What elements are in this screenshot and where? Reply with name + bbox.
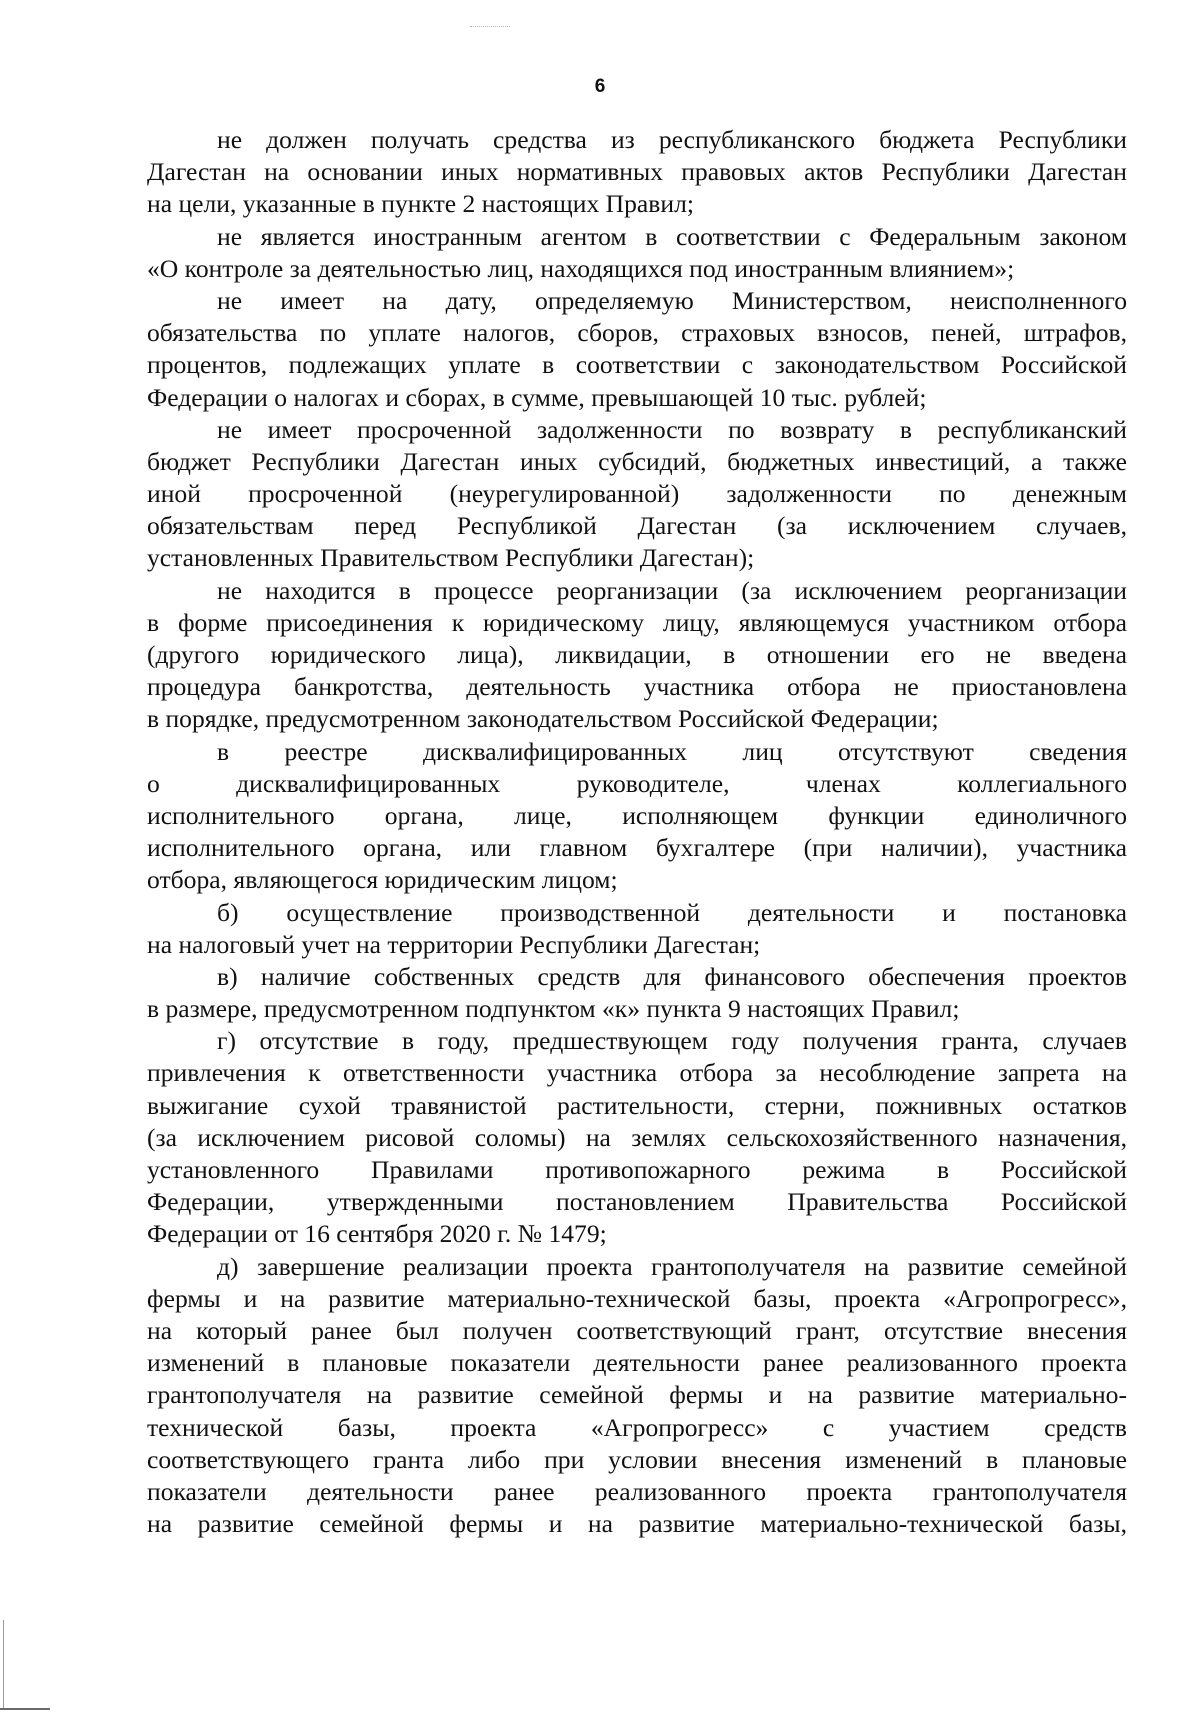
text-line: на налоговый учет на территории Республики Дагестан; bbox=[147, 929, 761, 959]
text-line: технической базы, проекта «Агропрогресс» с участием средств bbox=[147, 1412, 1127, 1442]
text-line: в размере, предусмотренном подпунктом «к» пункта 9 настоящих Правил; bbox=[147, 994, 960, 1024]
page-number: 6 bbox=[594, 76, 606, 97]
text-line: иной просроченной (неурегулированной) задолженности по денежным bbox=[147, 479, 1127, 509]
text-line: в форме присоединения к юридическому лицу, являющемуся участником отбора bbox=[147, 607, 1127, 637]
text-line: установленных Правительством Республики Дагестан); bbox=[147, 543, 755, 573]
text-line: процедура банкротства, деятельность участника отбора не приостановлена bbox=[147, 672, 1127, 702]
text-line: привлечения к ответственности участника отбора за несоблюдение запрета на bbox=[147, 1058, 1127, 1088]
text-line: отбора, являющегося юридическим лицом; bbox=[147, 865, 618, 895]
text-line: бюджет Республики Дагестан иных субсидий, бюджетных инвестиций, а также bbox=[147, 446, 1127, 476]
scan-artifact bbox=[470, 26, 510, 29]
text-line: фермы и на развитие материально-технической базы, проекта «Агропрогресс», bbox=[147, 1283, 1127, 1313]
text-line: на развитие семейной фермы и на развитие материально-технической базы, bbox=[147, 1509, 1127, 1539]
text-line: показатели деятельности ранее реализованного проекта грантополучателя bbox=[147, 1476, 1127, 1506]
text-line: на цели, указанные в пункте 2 настоящих Правил; bbox=[147, 189, 694, 219]
text-line: (за исключением рисовой соломы) на землях сельскохозяйственного назначения, bbox=[147, 1122, 1127, 1152]
text-line: установленного Правилами противопожарного режима в Российской bbox=[147, 1155, 1127, 1184]
text-line: в) наличие собственных средств для финансового обеспечения проектов bbox=[217, 961, 1127, 991]
text-line: в порядке, предусмотренном законодательством Российской Федерации; bbox=[147, 704, 939, 734]
scan-edge-mark bbox=[0, 1708, 50, 1710]
text-line: соответствующего гранта либо при условии внесения изменений в плановые bbox=[147, 1444, 1127, 1474]
text-line: Федерации, утвержденными постановлением Правительства Российской bbox=[147, 1187, 1127, 1217]
text-line: изменений в плановые показатели деятельности ранее реализованного проекта bbox=[147, 1348, 1127, 1378]
text-line: не имеет просроченной задолженности по возврату в республиканский bbox=[217, 414, 1127, 444]
text-line: д) завершение реализации проекта грантополучателя на развитие семейной bbox=[217, 1251, 1127, 1281]
text-line: г) отсутствие в году, предшествующем году получения гранта, случаев bbox=[217, 1026, 1127, 1056]
scan-edge-mark bbox=[3, 1620, 4, 1710]
text-line: обязательства по уплате налогов, сборов, страховых взносов, пеней, штрафов, bbox=[147, 318, 1127, 348]
text-line: не имеет на дату, определяемую Министерством, неисполненного bbox=[217, 285, 1127, 315]
text-line: выжигание сухой травянистой растительности, стерни, пожнивных остатков bbox=[147, 1090, 1127, 1120]
text-line: Дагестан на основании иных нормативных правовых актов Республики Дагестан bbox=[147, 157, 1127, 187]
text-line: не является иностранным агентом в соответствии с Федеральным законом bbox=[217, 221, 1127, 251]
text-line: Федерации от 16 сентября 2020 г. № 1479; bbox=[147, 1219, 607, 1249]
text-line: в реестре дисквалифицированных лиц отсутствуют сведения bbox=[217, 736, 1127, 766]
text-line: Федерации о налогах и сборах, в сумме, превышающей 10 тыс. рублей; bbox=[147, 382, 927, 412]
text-line: обязательствам перед Республикой Дагестан (за исключением случаев, bbox=[147, 511, 1127, 541]
text-line: процентов, подлежащих уплате в соответствии с законодательством Российской bbox=[147, 350, 1127, 380]
document-body bbox=[147, 124, 1127, 1540]
text-line: не находится в процессе реорганизации (за исключением реорганизации bbox=[217, 575, 1127, 605]
text-line: грантополучателя на развитие семейной фермы и на развитие материально- bbox=[147, 1380, 1127, 1410]
text-line: не должен получать средства из республиканского бюджета Республики bbox=[217, 125, 1127, 154]
text-line: исполнительного органа, лице, исполняющем функции единоличного bbox=[147, 800, 1127, 830]
text-line: о дисквалифицированных руководителе, членах коллегиального bbox=[147, 768, 1127, 798]
text-line: исполнительного органа, или главном бухгалтере (при наличии), участника bbox=[147, 833, 1127, 863]
text-line: б) осуществление производственной деятельности и постановка bbox=[217, 897, 1127, 927]
text-line: на который ранее был получен соответствующий грант, отсутствие внесения bbox=[147, 1315, 1127, 1345]
text-line: «О контроле за деятельностью лиц, находящихся под иностранным влиянием»; bbox=[147, 253, 1015, 283]
text-line: (другого юридического лица), ликвидации, в отношении его не введена bbox=[147, 640, 1127, 669]
